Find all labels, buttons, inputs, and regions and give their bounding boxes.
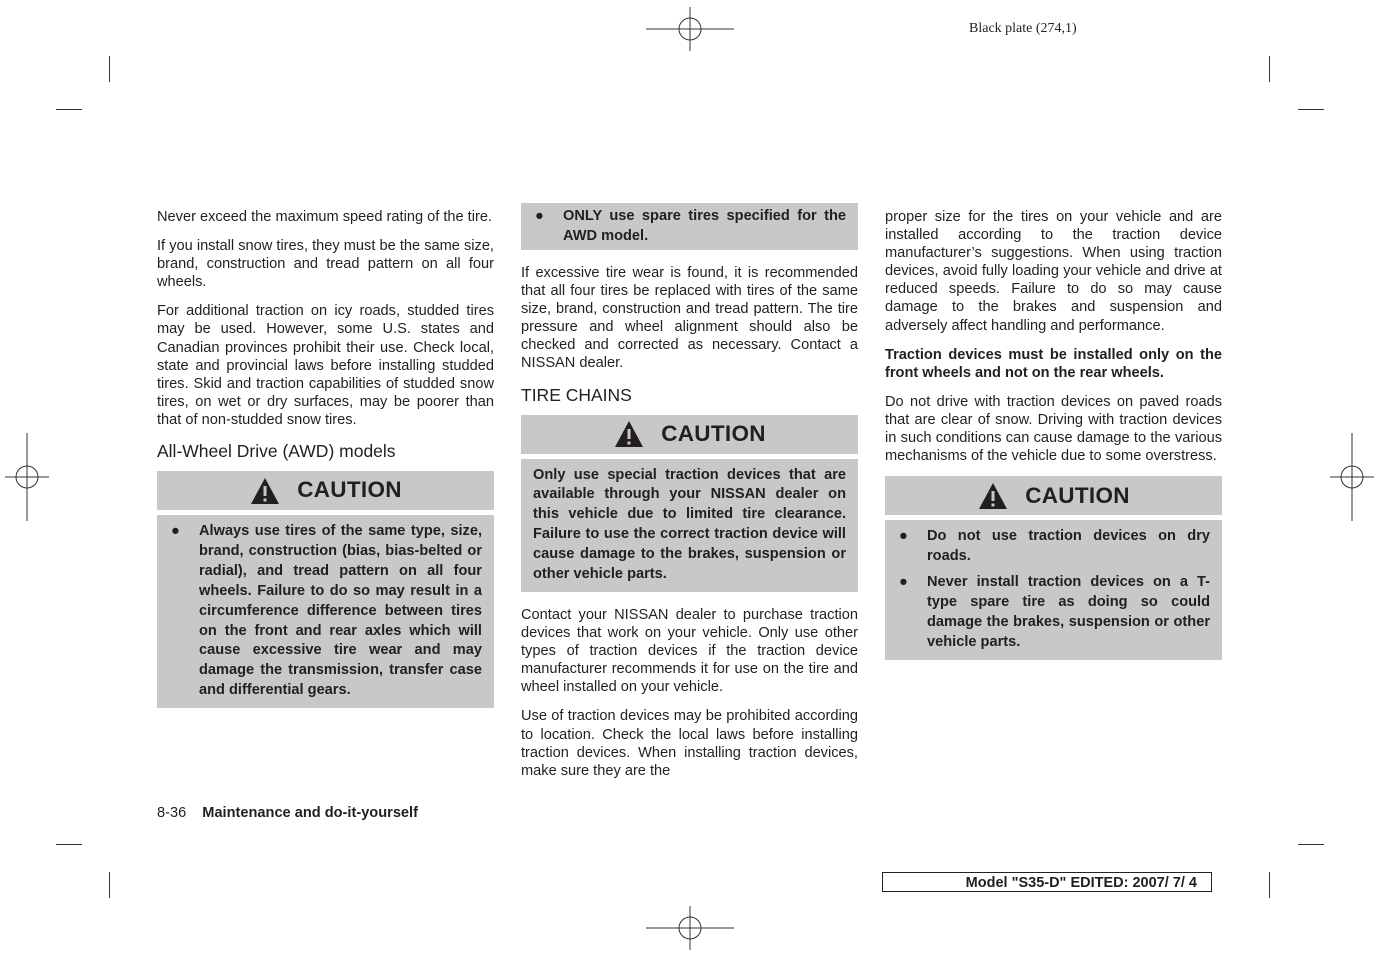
registration-mark-icon xyxy=(646,7,734,51)
registration-mark-icon xyxy=(646,906,734,950)
caution-header xyxy=(157,471,494,510)
list-item xyxy=(169,522,482,701)
column-1 xyxy=(157,208,494,722)
bullet: ● xyxy=(171,523,180,540)
list-item xyxy=(897,573,1210,653)
list-item xyxy=(897,527,1210,567)
paragraph: Never exceed the maximum speed rating of the tire. xyxy=(157,209,493,225)
list-item xyxy=(533,206,846,246)
column-3 xyxy=(885,208,1222,674)
registration-mark-icon xyxy=(5,433,49,521)
spare-tire-note xyxy=(521,203,858,250)
caution-text: Only use special traction devices that are available through your NISSAN dealer on this vehicle due to limited tire clearance. Failure to use the correct traction device will cause damage to the brakes, suspension or other vehicle parts. xyxy=(533,466,846,583)
warning-triangle-icon xyxy=(613,419,645,449)
caution-text: Never install traction devices on a T-type spare tire as doing so could damage the brakes, suspension or other vehicle parts. xyxy=(927,574,1210,650)
paragraph-bold: Traction devices must be installed only on the front wheels and not on the rear wheels. xyxy=(885,346,1222,381)
bullet: ● xyxy=(535,208,544,224)
paragraph: Contact your NISSAN dealer to purchase traction devices that work on your vehicle. Only use other types of traction devices if the traction device manufacturer recommends it for use on the tire and wheel installed on your vehicle. xyxy=(521,607,858,696)
paragraph: proper size for the tires on your vehicle and are installed according to the traction device manufacturer’s suggestions. When using traction devices, avoid fully loading your vehicle and drive at reduced speeds. Failure to do so may cause damage to the brakes and suspension and adversely affect handling and performance. xyxy=(885,209,1222,334)
bullet: ● xyxy=(899,574,908,591)
caution-body xyxy=(885,520,1222,659)
caution-header xyxy=(885,476,1222,515)
caution-text: Do not use traction devices on dry roads. xyxy=(927,528,1210,565)
caution-title: CAUTION xyxy=(1025,482,1130,508)
section-heading: TIRE CHAINS xyxy=(521,384,632,405)
registration-mark-icon xyxy=(1330,433,1374,521)
model-edited-box: Model "S35-D" EDITED: 2007/ 7/ 4 xyxy=(882,872,1212,892)
column-2 xyxy=(521,208,858,791)
caution-title: CAUTION xyxy=(297,477,402,503)
page-number: 8-36 xyxy=(157,805,187,821)
paragraph: Use of traction devices may be prohibited according to location. Check the local laws before installing traction devices. When installing traction devices, make sure they are the xyxy=(521,708,858,779)
paragraph: For additional traction on icy roads, studded tires may be used. However, some U.S. states and Canadian provinces prohibit their use. Check local, state and provincial laws before installing studded tires. Skid and traction capabilities of studded snow tires, on wet or dry surfaces, may be poorer than that of non-studded snow tires. xyxy=(157,303,494,428)
plate-label: Black plate (274,1) xyxy=(969,21,1077,36)
warning-triangle-icon xyxy=(249,476,281,506)
section-heading: All-Wheel Drive (AWD) models xyxy=(157,441,396,462)
bullet: ● xyxy=(899,528,908,545)
caution-header xyxy=(521,415,858,454)
caution-title: CAUTION xyxy=(661,421,766,447)
caution-body xyxy=(157,515,494,708)
paragraph: If you install snow tires, they must be the same size, brand, construction and tread pattern on all four wheels. xyxy=(157,238,494,291)
paragraph: Do not drive with traction devices on paved roads that are clear of snow. Driving with traction devices in such conditions can cause damage to the various mechanisms of the vehicle due to some overstress. xyxy=(885,393,1222,465)
note-text: ONLY use spare tires specified for the AWD model. xyxy=(563,208,846,244)
caution-body xyxy=(521,459,858,592)
section-title: Maintenance and do-it-yourself xyxy=(202,805,418,821)
paragraph: If excessive tire wear is found, it is recommended that all four tires be replaced with tires of the same size, brand, construction and tread pattern. The tire pressure and wheel alignment should also be checked and corrected as necessary. Contact a NISSAN dealer. xyxy=(521,265,858,372)
caution-text: Always use tires of the same type, size, brand, construction (bias, bias-belted or radial), and tread pattern on all four wheels. Failure to do so may result in a circumference difference between tires on the front and rear axles which will cause excessive tire wear and may damage the transmission, transfer case and differential gears. xyxy=(199,523,482,699)
page-footer xyxy=(157,805,418,821)
warning-triangle-icon xyxy=(977,481,1009,511)
